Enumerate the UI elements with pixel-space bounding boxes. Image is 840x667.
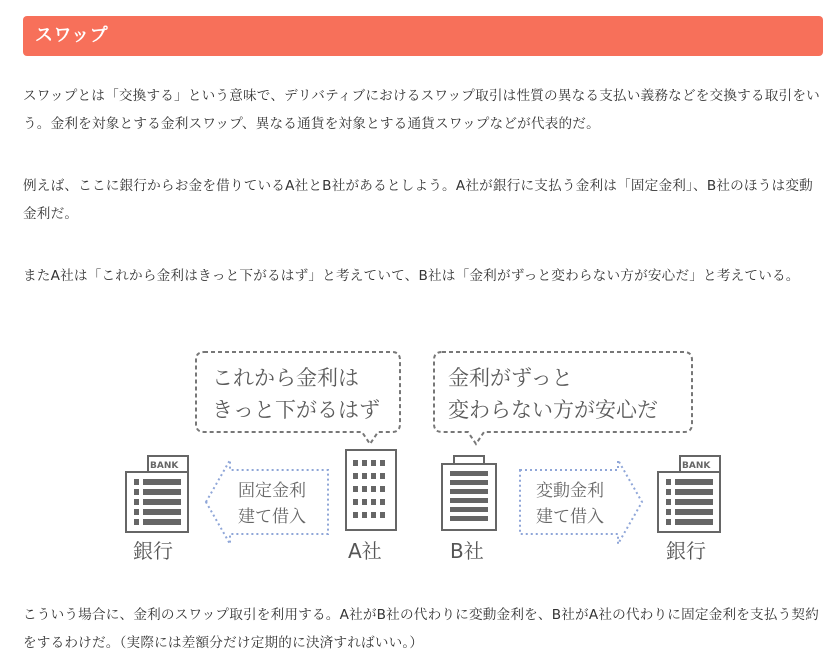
bubble-a-line2: きっと下がるはず [212,398,380,422]
company-a-label: A社 [348,539,382,563]
bank-right-icon [658,456,720,563]
fixed-rate-arrow [206,460,328,544]
bubble-b-line1: 金利がずっと [448,366,573,390]
floating-rate-line1: 変動金利 [536,481,604,501]
swap-diagram [0,330,840,590]
floating-rate-line2: 建て借入 [536,507,604,527]
section-title: スワップ [35,25,109,46]
paragraph-definition: スワップとは「交換する」という意味で、デリバティブにおけるスワップ取引は性質の異なる支払い義務などを交換する取引をいう。金利を対象とする金利スワップ、異なる通貨を対象とする通貨スワップなどが代表的だ。 [23,88,820,132]
bank-left-icon [126,456,188,563]
bubble-b-line2: 変わらない方が安心だ [448,398,658,422]
paragraph-example: 例えば、ここに銀行からお金を借りているA社とB社があるとしよう。A社が銀行に支払う金利は「固定金利」、B社のほうは変動金利だ。 [23,178,813,222]
paragraph-expectations: またA社は「これから金利はきっと下がるはず」と考えていて、B社は「金利がずっと変わらない方が安心だ」と考えている。 [23,268,800,284]
company-b-icon [442,456,496,563]
paragraph-conclusion: こういう場合に、金利のスワップ取引を利用する。A社がB社の代わりに変動金利を、B社がA社の代わりに固定金利を支払う契約をするわけだ。（実際には差額分だけ定期的に決済すればいい。） [23,607,820,651]
section-heading [23,16,823,56]
company-b-label: B社 [450,539,484,563]
bank-right-label: 銀行 [666,539,706,563]
speech-bubble-a [196,352,400,444]
bank-right-tag: BANK [682,461,711,471]
bank-left-label: 銀行 [133,539,173,563]
bank-left-tag: BANK [150,461,179,471]
fixed-rate-line1: 固定金利 [238,481,306,501]
fixed-rate-line2: 建て借入 [238,507,306,527]
company-a-icon [346,450,396,563]
speech-bubble-b [434,352,692,444]
bubble-a-line1: これから金利は [212,366,359,390]
floating-rate-arrow [520,460,642,544]
